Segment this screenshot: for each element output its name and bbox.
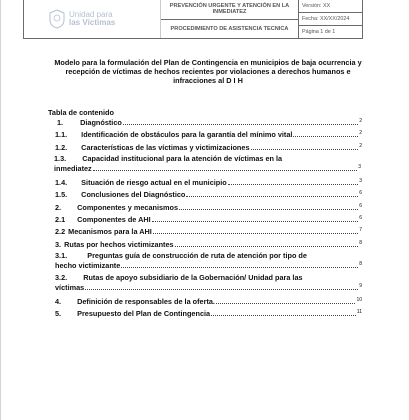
toc-number: 1.2. [55, 143, 68, 152]
toc-entry-5[interactable] [55, 308, 362, 318]
toc-number: 3.1. [55, 251, 68, 260]
toc-title: Componentes y mecanismos [77, 203, 179, 212]
coat-of-arms-icon [48, 9, 66, 29]
toc-entry-1[interactable] [55, 117, 362, 127]
logo-text [69, 11, 115, 27]
toc-entry-3[interactable] [55, 239, 362, 249]
toc-number: 1.4. [55, 178, 68, 187]
toc-number: 3. [55, 240, 62, 249]
toc-title-line-2: víctimas [55, 283, 85, 292]
toc-title-line-1: Preguntas guía de construcción de ruta de atención por tipo de [87, 251, 307, 260]
logo-line-2: las Víctimas [69, 18, 116, 27]
toc-leader [211, 315, 356, 316]
date-label: Fecha: XX/XX/2024 [299, 13, 362, 26]
toc-title: Mecanismos para la AHI [68, 227, 152, 236]
document-header-table [23, 0, 363, 39]
toc-heading: Tabla de contenido [48, 108, 114, 117]
toc-page: 8 [359, 240, 362, 246]
toc-leader [93, 170, 358, 171]
toc-leader [293, 136, 358, 137]
toc-entry-1-5[interactable] [55, 189, 362, 199]
header-meta-cell [299, 0, 362, 38]
toc-title: Características de las víctimas y victimizaciones [81, 143, 250, 152]
process-name: PREVENCIÓN URGENTE Y ATENCIÓN EN LA INMEDIATEZ [161, 0, 298, 20]
version-label: Versión: XX [299, 0, 362, 13]
toc-page: 10 [356, 297, 362, 303]
toc-leader [186, 196, 358, 197]
toc-number: 5. [55, 309, 62, 318]
toc-leader [85, 289, 358, 290]
toc-number: 2.1 [55, 215, 66, 224]
toc-number: 4. [55, 297, 62, 306]
toc-number: 1.3. [54, 154, 67, 163]
toc-entry-2[interactable] [55, 202, 362, 212]
page-edge [0, 0, 1, 420]
toc-page: 7 [359, 227, 362, 233]
toc-page: 11 [356, 309, 362, 315]
toc-number: 1. [57, 118, 64, 127]
toc-title: Componentes de AHI [77, 215, 151, 224]
toc-title: Conclusiones del Diagnóstico [81, 190, 186, 199]
toc-leader [121, 267, 358, 268]
header-title-cell [161, 0, 299, 38]
toc-page: 3 [358, 164, 361, 170]
toc-page: 9 [359, 283, 362, 289]
toc-leader [123, 124, 358, 125]
toc-leader [153, 233, 358, 234]
toc-page: 6 [359, 215, 362, 221]
toc-page: 3 [359, 178, 362, 184]
document-title: Modelo para la formulación del Plan de Contingencia en municipios de baja ocurrencia y recepción de víctimas de hechos recientes por violaciones a derechos humanos e infracciones al D I H [54, 58, 362, 85]
logo-cell [24, 0, 161, 38]
toc-leader [175, 246, 359, 247]
toc-entry-2-1[interactable] [55, 214, 362, 224]
toc-page: 6 [359, 203, 362, 209]
toc-number: 1.5. [55, 190, 68, 199]
toc-number: 3.2. [55, 273, 68, 282]
toc-title-line-1: Rutas de apoyo subsidiario de la Gobernación/ Unidad para las [83, 273, 303, 282]
toc-entry-3-2[interactable] [55, 273, 362, 292]
toc-leader [216, 303, 355, 304]
toc-page: 8 [359, 261, 362, 267]
toc-entry-1-3[interactable] [54, 154, 361, 173]
toc-entry-3-1[interactable] [55, 251, 362, 270]
toc-title: Identificación de obstáculos para la garantía del mínimo vital [81, 130, 293, 139]
toc-title: Diagnóstico [80, 118, 122, 127]
toc-title: Rutas por hechos victimizantes [64, 240, 174, 249]
toc-entry-2-2[interactable] [55, 226, 362, 236]
toc-page: 2 [359, 143, 362, 149]
toc-leader [152, 221, 359, 222]
toc-title-line-1: Capacidad institucional para la atención de víctimas en la [82, 154, 283, 163]
toc-number: 2.2 [55, 227, 66, 236]
toc-title: Definición de responsables de la oferta. [77, 297, 215, 306]
page-label: Página 1 de 1 [302, 29, 336, 35]
toc-page: 2 [359, 130, 362, 136]
toc-page: 6 [359, 190, 362, 196]
toc-title-line-2: inmediatez [54, 164, 92, 173]
toc-leader [228, 184, 358, 185]
toc-entry-1-1[interactable] [55, 129, 362, 139]
toc-title: Presupuesto del Plan de Contingencia [77, 309, 211, 318]
toc-title-line-2: hecho victimizante [55, 261, 121, 270]
toc-title: Situación de riesgo actual en el municipio [81, 178, 227, 187]
logo-line-1: Unidad para [69, 10, 113, 19]
toc-entry-1-2[interactable] [55, 142, 362, 152]
toc-number: 1.1. [55, 130, 68, 139]
toc-page: 2 [359, 118, 362, 124]
procedure-name: PROCEDIMIENTO DE ASISTENCIA TECNICA [170, 25, 289, 32]
toc-leader [179, 209, 358, 210]
toc-leader [251, 149, 359, 150]
toc-entry-4[interactable] [55, 296, 362, 306]
toc-number: 2. [55, 203, 62, 212]
toc-entry-1-4[interactable] [55, 177, 362, 187]
